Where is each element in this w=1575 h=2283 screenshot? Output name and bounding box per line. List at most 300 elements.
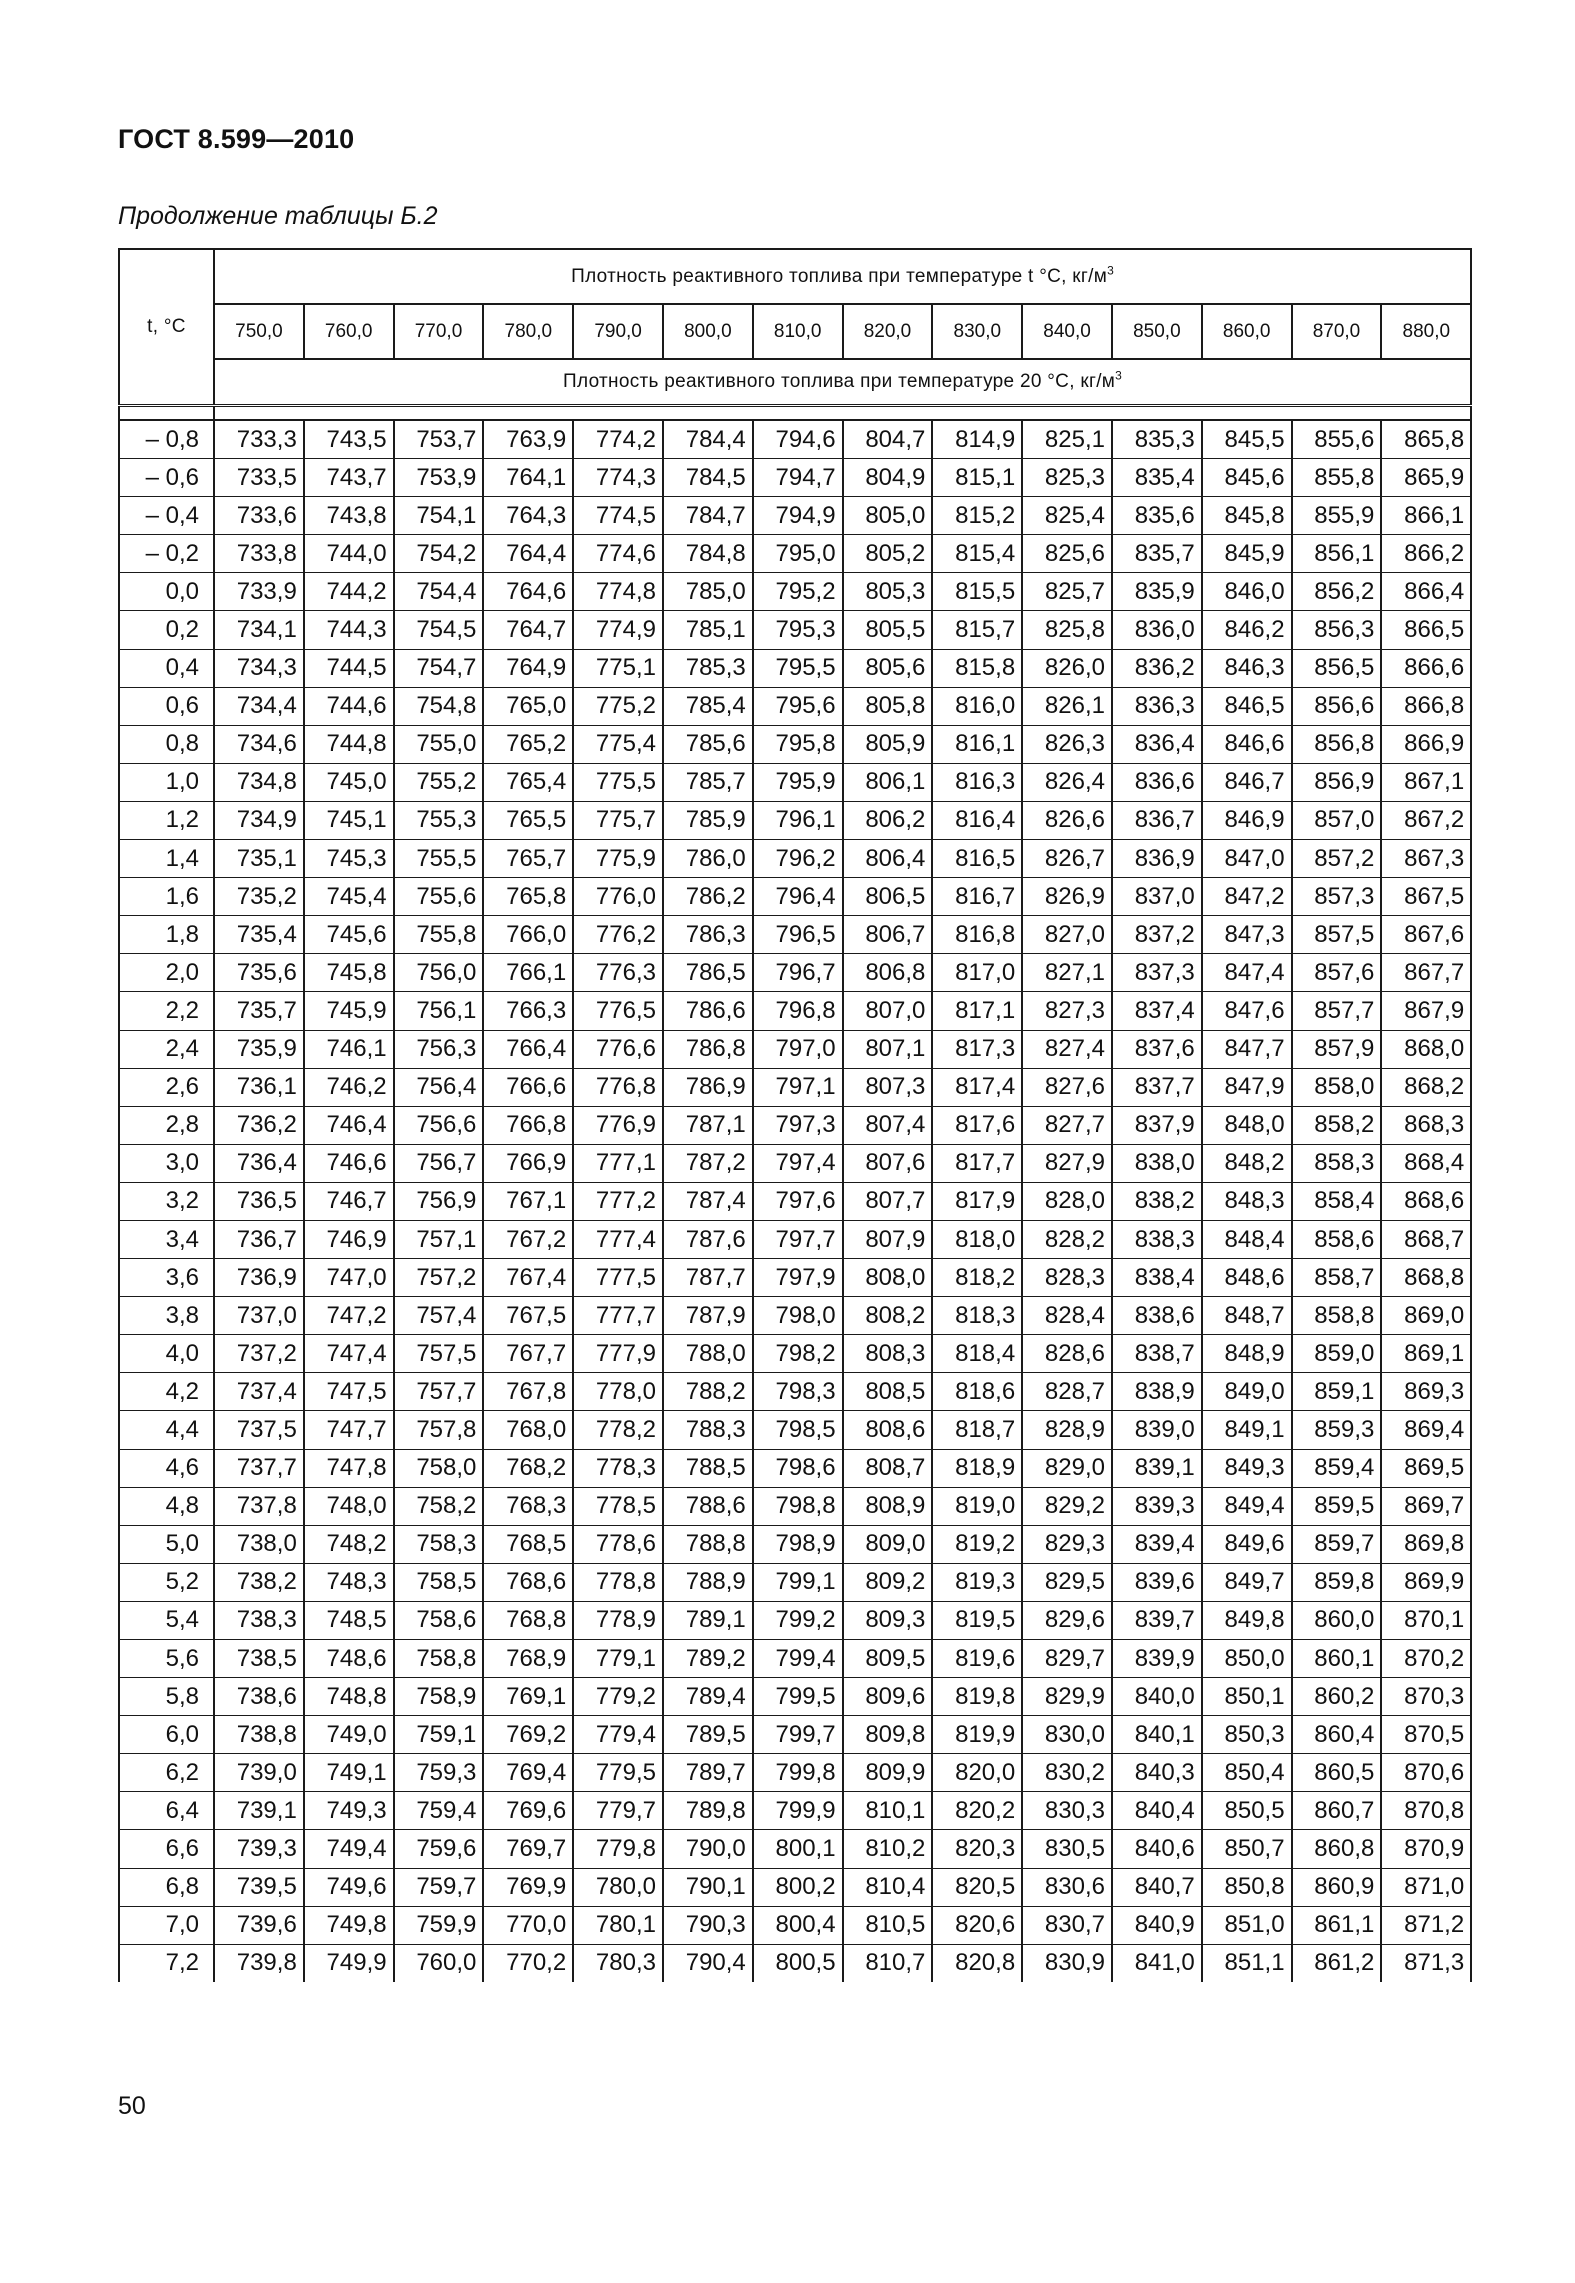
density-cell: 857,5	[1292, 916, 1382, 954]
table-row	[119, 1068, 1471, 1106]
density-cell: 765,4	[483, 763, 573, 801]
density-cell: 798,6	[753, 1449, 843, 1487]
table-row	[119, 459, 1471, 497]
density-cell: 820,2	[932, 1792, 1022, 1830]
density-cell: 735,6	[214, 954, 304, 992]
density-cell: 738,3	[214, 1601, 304, 1639]
density-cell: 764,7	[483, 611, 573, 649]
density-cell: 749,9	[304, 1944, 394, 1982]
density-cell: 735,9	[214, 1030, 304, 1068]
density-cell: 838,4	[1112, 1259, 1202, 1297]
temperature-cell: 1,2	[119, 801, 214, 839]
density-cell: 866,8	[1381, 687, 1471, 725]
density-cell: 764,9	[483, 649, 573, 687]
density-cell: 809,9	[843, 1754, 933, 1792]
density-cell: 779,7	[573, 1792, 663, 1830]
density-cell: 809,6	[843, 1678, 933, 1716]
density-cell: 835,9	[1112, 573, 1202, 611]
table-row	[119, 1259, 1471, 1297]
density-cell: 870,1	[1381, 1601, 1471, 1639]
density-cell: 829,2	[1022, 1487, 1112, 1525]
density-cell: 775,9	[573, 840, 663, 878]
density-cell: 846,0	[1202, 573, 1292, 611]
density-cell: 784,4	[663, 420, 753, 459]
table-header	[119, 249, 1471, 420]
density-cell: 754,1	[394, 497, 484, 535]
density-cell: 774,3	[573, 459, 663, 497]
density-cell: 870,8	[1381, 1792, 1471, 1830]
temperature-cell: 6,8	[119, 1868, 214, 1906]
density-cell: 808,2	[843, 1297, 933, 1335]
density-cell: 826,3	[1022, 725, 1112, 763]
table-row	[119, 1335, 1471, 1373]
density-cell: 869,9	[1381, 1563, 1471, 1601]
density-cell: 806,4	[843, 840, 933, 878]
density-cell: 847,2	[1202, 878, 1292, 916]
density-cell: 800,5	[753, 1944, 843, 1982]
density-cell: 770,2	[483, 1944, 573, 1982]
density-cell: 774,9	[573, 611, 663, 649]
density-cell: 814,9	[932, 420, 1022, 459]
density-cell: 757,5	[394, 1335, 484, 1373]
density-cell: 820,8	[932, 1944, 1022, 1982]
temperature-cell: 1,6	[119, 878, 214, 916]
temperature-cell: – 0,8	[119, 420, 214, 459]
density-cell: 835,3	[1112, 420, 1202, 459]
density-at-20-header	[214, 359, 1471, 406]
density-cell: 774,8	[573, 573, 663, 611]
density-cell: 756,1	[394, 992, 484, 1030]
density-cell: 839,4	[1112, 1525, 1202, 1563]
density-cell: 859,3	[1292, 1411, 1382, 1449]
density-cell: 869,4	[1381, 1411, 1471, 1449]
table-row	[119, 1220, 1471, 1258]
temperature-cell: 4,0	[119, 1335, 214, 1373]
table-row	[119, 1373, 1471, 1411]
density-cell: 785,6	[663, 725, 753, 763]
density-cell: 859,5	[1292, 1487, 1382, 1525]
table-row	[119, 954, 1471, 992]
density-cell: 796,4	[753, 878, 843, 916]
density-cell: 869,5	[1381, 1449, 1471, 1487]
density-cell: 827,6	[1022, 1068, 1112, 1106]
density-cell: 819,8	[932, 1678, 1022, 1716]
density-cell: 839,6	[1112, 1563, 1202, 1601]
density-cell: 759,7	[394, 1868, 484, 1906]
density-cell: 757,1	[394, 1220, 484, 1258]
density-at-20-header-unit-exponent: 3	[1115, 368, 1123, 383]
density-cell: 759,1	[394, 1716, 484, 1754]
density-cell: 847,7	[1202, 1030, 1292, 1068]
density-cell: 836,9	[1112, 840, 1202, 878]
density-cell: 757,2	[394, 1259, 484, 1297]
density-cell: 858,4	[1292, 1182, 1382, 1220]
density-cell: 866,6	[1381, 649, 1471, 687]
temperature-cell: 6,0	[119, 1716, 214, 1754]
density-cell: 739,3	[214, 1830, 304, 1868]
density-cell: 818,3	[932, 1297, 1022, 1335]
density-cell: 837,0	[1112, 878, 1202, 916]
density-cell: 795,9	[753, 763, 843, 801]
density-cell: 739,8	[214, 1944, 304, 1982]
density-cell: 795,8	[753, 725, 843, 763]
density-cell: 777,1	[573, 1144, 663, 1182]
density-cell: 800,4	[753, 1906, 843, 1944]
density-cell: 788,5	[663, 1449, 753, 1487]
density-cell: 869,8	[1381, 1525, 1471, 1563]
density-cell: 760,0	[394, 1944, 484, 1982]
density-cell: 776,6	[573, 1030, 663, 1068]
density-cell: 848,9	[1202, 1335, 1292, 1373]
density-cell: 825,6	[1022, 535, 1112, 573]
density-cell: 847,4	[1202, 954, 1292, 992]
density-cell: 746,9	[304, 1220, 394, 1258]
density-cell: 780,1	[573, 1906, 663, 1944]
table-row	[119, 1906, 1471, 1944]
density-cell: 777,2	[573, 1182, 663, 1220]
density-cell: 744,6	[304, 687, 394, 725]
density-cell: 778,6	[573, 1525, 663, 1563]
density-cell: 748,8	[304, 1678, 394, 1716]
density-cell: 786,2	[663, 878, 753, 916]
density-cell: 747,8	[304, 1449, 394, 1487]
density-cell: 790,1	[663, 1868, 753, 1906]
table-row	[119, 725, 1471, 763]
density-cell: 858,3	[1292, 1144, 1382, 1182]
density-cell: 774,2	[573, 420, 663, 459]
density-cell: 869,0	[1381, 1297, 1471, 1335]
density-cell: 817,1	[932, 992, 1022, 1030]
density-cell: 795,0	[753, 535, 843, 573]
density-cell: 784,8	[663, 535, 753, 573]
density-cell: 798,9	[753, 1525, 843, 1563]
density-cell: 816,4	[932, 801, 1022, 839]
density-cell: 829,7	[1022, 1640, 1112, 1678]
density-column-header: 820,0	[843, 304, 933, 359]
density-cell: 818,9	[932, 1449, 1022, 1487]
density-cell: 818,4	[932, 1335, 1022, 1373]
density-cell: 799,5	[753, 1678, 843, 1716]
density-cell: 775,2	[573, 687, 663, 725]
temperature-cell: 1,0	[119, 763, 214, 801]
density-cell: 788,2	[663, 1373, 753, 1411]
density-cell: 797,6	[753, 1182, 843, 1220]
density-cell: 816,8	[932, 916, 1022, 954]
density-cell: 796,7	[753, 954, 843, 992]
density-cell: 846,6	[1202, 725, 1292, 763]
density-cell: 820,3	[932, 1830, 1022, 1868]
density-cell: 818,2	[932, 1259, 1022, 1297]
density-cell: 836,3	[1112, 687, 1202, 725]
density-cell: 776,3	[573, 954, 663, 992]
density-cell: 815,8	[932, 649, 1022, 687]
density-cell: 820,5	[932, 1868, 1022, 1906]
density-cell: 819,0	[932, 1487, 1022, 1525]
density-cell: 855,9	[1292, 497, 1382, 535]
density-cell: 807,4	[843, 1106, 933, 1144]
density-cell: 786,8	[663, 1030, 753, 1068]
density-cell: 733,9	[214, 573, 304, 611]
density-cell: 857,2	[1292, 840, 1382, 878]
density-cell: 858,7	[1292, 1259, 1382, 1297]
density-cell: 786,6	[663, 992, 753, 1030]
density-cell: 810,1	[843, 1792, 933, 1830]
density-cell: 758,9	[394, 1678, 484, 1716]
density-cell: 870,5	[1381, 1716, 1471, 1754]
density-cell: 870,2	[1381, 1640, 1471, 1678]
density-cell: 736,2	[214, 1106, 304, 1144]
density-cell: 860,4	[1292, 1716, 1382, 1754]
density-cell: 828,7	[1022, 1373, 1112, 1411]
density-cell: 840,0	[1112, 1678, 1202, 1716]
density-cell: 805,3	[843, 573, 933, 611]
density-column-header: 870,0	[1292, 304, 1382, 359]
density-cell: 778,9	[573, 1601, 663, 1639]
density-cell: 758,0	[394, 1449, 484, 1487]
density-cell: 819,3	[932, 1563, 1022, 1601]
density-cell: 808,9	[843, 1487, 933, 1525]
density-cell: 766,6	[483, 1068, 573, 1106]
temperature-cell: 7,2	[119, 1944, 214, 1982]
density-cell: 871,2	[1381, 1906, 1471, 1944]
density-cell: 736,9	[214, 1259, 304, 1297]
density-cell: 830,9	[1022, 1944, 1112, 1982]
table-row	[119, 1487, 1471, 1525]
density-cell: 867,1	[1381, 763, 1471, 801]
density-cell: 734,6	[214, 725, 304, 763]
density-cell: 797,4	[753, 1144, 843, 1182]
density-cell: 806,8	[843, 954, 933, 992]
density-cell: 826,1	[1022, 687, 1112, 725]
page-number: 50	[118, 2092, 146, 2120]
density-cell: 743,7	[304, 459, 394, 497]
density-cell: 807,3	[843, 1068, 933, 1106]
table-row	[119, 1792, 1471, 1830]
density-cell: 827,9	[1022, 1144, 1112, 1182]
density-cell: 867,3	[1381, 840, 1471, 878]
density-cell: 846,2	[1202, 611, 1292, 649]
density-cell: 845,9	[1202, 535, 1292, 573]
table-row	[119, 687, 1471, 725]
density-cell: 848,2	[1202, 1144, 1292, 1182]
density-cell: 748,0	[304, 1487, 394, 1525]
density-cell: 768,6	[483, 1563, 573, 1601]
density-cell: 779,2	[573, 1678, 663, 1716]
table-body	[119, 420, 1471, 1982]
density-cell: 798,0	[753, 1297, 843, 1335]
density-cell: 758,2	[394, 1487, 484, 1525]
density-cell: 755,6	[394, 878, 484, 916]
density-cell: 734,8	[214, 763, 304, 801]
density-cell: 785,0	[663, 573, 753, 611]
density-cell: 737,4	[214, 1373, 304, 1411]
density-cell: 769,1	[483, 1678, 573, 1716]
density-cell: 790,4	[663, 1944, 753, 1982]
density-cell: 839,7	[1112, 1601, 1202, 1639]
density-cell: 805,0	[843, 497, 933, 535]
density-column-header: 790,0	[573, 304, 663, 359]
density-cell: 820,6	[932, 1906, 1022, 1944]
density-cell: 828,4	[1022, 1297, 1112, 1335]
density-cell: 848,6	[1202, 1259, 1292, 1297]
density-cell: 855,8	[1292, 459, 1382, 497]
density-table-container	[118, 248, 1470, 1982]
temperature-cell: 3,0	[119, 1144, 214, 1182]
density-cell: 766,0	[483, 916, 573, 954]
density-cell: 860,9	[1292, 1868, 1382, 1906]
density-cell: 805,6	[843, 649, 933, 687]
temperature-cell: – 0,4	[119, 497, 214, 535]
table-row	[119, 1411, 1471, 1449]
density-column-values-row	[119, 304, 1471, 359]
density-cell: 859,4	[1292, 1449, 1382, 1487]
density-cell: 857,0	[1292, 801, 1382, 839]
temperature-cell: 3,4	[119, 1220, 214, 1258]
density-cell: 809,2	[843, 1563, 933, 1601]
temperature-cell: 0,8	[119, 725, 214, 763]
density-cell: 778,0	[573, 1373, 663, 1411]
density-cell: 800,2	[753, 1868, 843, 1906]
density-cell: 857,7	[1292, 992, 1382, 1030]
density-cell: 739,0	[214, 1754, 304, 1792]
density-cell: 788,3	[663, 1411, 753, 1449]
density-cell: 850,7	[1202, 1830, 1292, 1868]
density-cell: 796,5	[753, 916, 843, 954]
density-cell: 847,3	[1202, 916, 1292, 954]
temperature-cell: 0,4	[119, 649, 214, 687]
density-cell: 789,2	[663, 1640, 753, 1678]
density-cell: 798,5	[753, 1411, 843, 1449]
density-cell: 805,9	[843, 725, 933, 763]
density-cell: 755,5	[394, 840, 484, 878]
density-cell: 764,1	[483, 459, 573, 497]
density-cell: 797,9	[753, 1259, 843, 1297]
density-cell: 787,9	[663, 1297, 753, 1335]
density-cell: 764,4	[483, 535, 573, 573]
density-cell: 840,7	[1112, 1868, 1202, 1906]
density-cell: 776,2	[573, 916, 663, 954]
density-cell: 759,3	[394, 1754, 484, 1792]
temperature-cell: 3,2	[119, 1182, 214, 1220]
density-cell: 765,8	[483, 878, 573, 916]
density-cell: 825,4	[1022, 497, 1112, 535]
density-cell: 763,9	[483, 420, 573, 459]
temperature-cell: 2,2	[119, 992, 214, 1030]
temperature-cell: 6,6	[119, 1830, 214, 1868]
temperature-cell: 4,4	[119, 1411, 214, 1449]
density-cell: 808,3	[843, 1335, 933, 1373]
density-cell: 766,1	[483, 954, 573, 992]
density-cell: 789,4	[663, 1678, 753, 1716]
density-cell: 745,3	[304, 840, 394, 878]
density-cell: 789,7	[663, 1754, 753, 1792]
density-cell: 849,6	[1202, 1525, 1292, 1563]
density-cell: 830,6	[1022, 1868, 1112, 1906]
temperature-cell: 3,6	[119, 1259, 214, 1297]
density-cell: 859,0	[1292, 1335, 1382, 1373]
density-cell: 845,6	[1202, 459, 1292, 497]
density-cell: 849,8	[1202, 1601, 1292, 1639]
density-cell: 779,8	[573, 1830, 663, 1868]
density-cell: 787,2	[663, 1144, 753, 1182]
density-cell: 768,8	[483, 1601, 573, 1639]
density-cell: 819,2	[932, 1525, 1022, 1563]
density-cell: 858,8	[1292, 1297, 1382, 1335]
density-cell: 836,4	[1112, 725, 1202, 763]
density-cell: 817,3	[932, 1030, 1022, 1068]
header-separator-row	[119, 406, 1471, 421]
density-cell: 845,5	[1202, 420, 1292, 459]
density-cell: 817,0	[932, 954, 1022, 992]
density-cell: 858,2	[1292, 1106, 1382, 1144]
density-cell: 755,0	[394, 725, 484, 763]
density-column-header: 760,0	[304, 304, 394, 359]
density-cell: 836,2	[1112, 649, 1202, 687]
density-cell: 777,5	[573, 1259, 663, 1297]
density-cell: 776,0	[573, 878, 663, 916]
density-cell: 849,0	[1202, 1373, 1292, 1411]
temperature-cell: 4,6	[119, 1449, 214, 1487]
density-cell: 846,9	[1202, 801, 1292, 839]
density-cell: 756,3	[394, 1030, 484, 1068]
density-cell: 797,7	[753, 1220, 843, 1258]
density-cell: 754,7	[394, 649, 484, 687]
density-cell: 869,1	[1381, 1335, 1471, 1373]
density-cell: 850,4	[1202, 1754, 1292, 1792]
density-cell: 871,0	[1381, 1868, 1471, 1906]
density-cell: 838,9	[1112, 1373, 1202, 1411]
density-cell: 799,8	[753, 1754, 843, 1792]
density-cell: 738,5	[214, 1640, 304, 1678]
density-cell: 754,4	[394, 573, 484, 611]
density-cell: 744,0	[304, 535, 394, 573]
density-cell: 809,0	[843, 1525, 933, 1563]
density-cell: 768,0	[483, 1411, 573, 1449]
density-cell: 806,1	[843, 763, 933, 801]
density-cell: 764,6	[483, 573, 573, 611]
density-cell: 797,1	[753, 1068, 843, 1106]
table-row	[119, 992, 1471, 1030]
table-row	[119, 1297, 1471, 1335]
table-row	[119, 535, 1471, 573]
density-cell: 749,1	[304, 1754, 394, 1792]
density-cell: 737,0	[214, 1297, 304, 1335]
density-cell: 734,1	[214, 611, 304, 649]
density-cell: 776,8	[573, 1068, 663, 1106]
density-cell: 820,0	[932, 1754, 1022, 1792]
density-cell: 756,0	[394, 954, 484, 992]
density-cell: 795,5	[753, 649, 843, 687]
density-cell: 868,4	[1381, 1144, 1471, 1182]
density-cell: 848,4	[1202, 1220, 1292, 1258]
density-cell: 829,0	[1022, 1449, 1112, 1487]
density-cell: 764,3	[483, 497, 573, 535]
density-cell: 774,6	[573, 535, 663, 573]
density-cell: 765,5	[483, 801, 573, 839]
density-cell: 818,0	[932, 1220, 1022, 1258]
density-cell: 754,8	[394, 687, 484, 725]
density-cell: 819,5	[932, 1601, 1022, 1639]
temperature-cell: 1,8	[119, 916, 214, 954]
density-cell: 775,1	[573, 649, 663, 687]
density-cell: 756,7	[394, 1144, 484, 1182]
density-cell: 776,9	[573, 1106, 663, 1144]
temperature-cell: 1,4	[119, 840, 214, 878]
density-cell: 749,0	[304, 1716, 394, 1754]
density-cell: 846,7	[1202, 763, 1292, 801]
density-cell: 748,6	[304, 1640, 394, 1678]
density-cell: 850,8	[1202, 1868, 1292, 1906]
